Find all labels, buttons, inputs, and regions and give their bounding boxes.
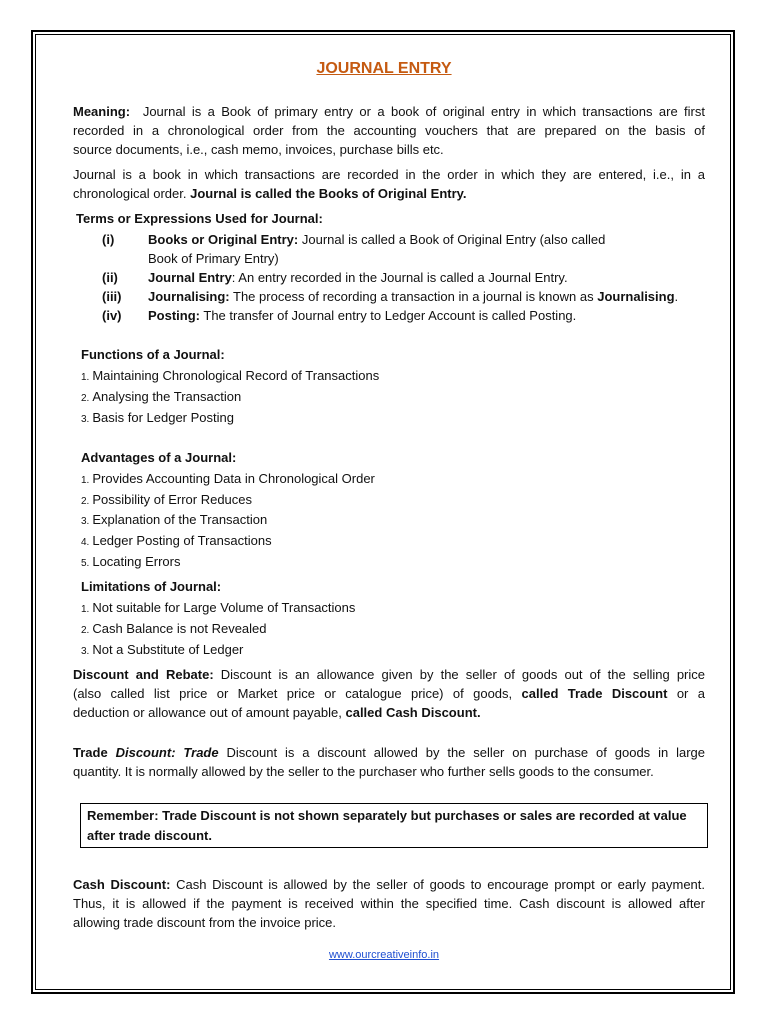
discount-line-3: deduction or allowance out of amount payable, called Cash Discount. (73, 705, 481, 720)
cash-line-2: Thus, it is allowed if the payment is received within the specified time. Cash discount is allowed after (73, 896, 705, 911)
definition-line-2: chronological order. Journal is called the Books of Original Entry. (73, 186, 467, 201)
advantages-heading: Advantages of a Journal: (81, 450, 237, 465)
meaning-label: Meaning: (73, 104, 131, 119)
remember-box (80, 803, 708, 848)
list-item: 1. Provides Accounting Data in Chronological Order (81, 471, 375, 486)
discount-line-2: (also called list price or Market price or catalogue price) of goods, called Trade Discount or a (73, 686, 705, 701)
list-item: 3. Explanation of the Transaction (81, 512, 268, 527)
cash-line-3: allowing trade discount from the invoice price. (73, 915, 337, 930)
list-item: 3. Basis for Ledger Posting (81, 410, 234, 425)
trade-line-1: Trade Discount: Trade Discount is a discount allowed by the seller on purchase of goods in large (73, 745, 705, 760)
list-item: 4. Ledger Posting of Transactions (81, 533, 272, 548)
footer-link[interactable]: www.ourcreativeinfo.in (328, 949, 440, 961)
discount-line-1: Discount and Rebate: Discount is an allowance given by the seller of goods out of the selling price (73, 667, 705, 682)
list-item: 2. Possibility of Error Reduces (81, 492, 253, 507)
cash-line-1: Cash Discount: Cash Discount is allowed by the seller of goods to encourage prompt or early payment. (73, 877, 705, 892)
limitations-heading: Limitations of Journal: (81, 579, 222, 594)
list-item: 1. Maintaining Chronological Record of Transactions (81, 368, 380, 383)
meaning-line-1: Meaning: Journal is a Book of primary entry or a book of original entry in which transactions are first (73, 104, 705, 119)
page-title: JOURNAL ENTRY (316, 60, 452, 77)
meaning-line-2: recorded in a chronological order from the accounting vouchers that are prepared on the basis of (73, 123, 705, 138)
list-item: 1. Not suitable for Large Volume of Transactions (81, 600, 356, 615)
remember-line-2: after trade discount. (87, 827, 212, 843)
trade-line-2: quantity. It is normally allowed by the seller to the purchaser who further sells goods to the consumer. (73, 764, 654, 779)
terms-heading: Terms or Expressions Used for Journal: (76, 211, 323, 226)
list-item: 3. Not a Substitute of Ledger (81, 642, 244, 657)
remember-line-1: Remember: Trade Discount is not shown separately but purchases or sales are recorded at value (87, 808, 687, 823)
list-item: 2. Cash Balance is not Revealed (81, 621, 267, 636)
functions-heading: Functions of a Journal: (81, 347, 225, 362)
definition-line-1: Journal is a book in which transactions are recorded in the order in which they are entered, i.e., in a (73, 167, 705, 182)
list-item: 5. Locating Errors (81, 554, 181, 569)
list-item: 2. Analysing the Transaction (81, 389, 242, 404)
meaning-line-3: source documents, i.e., cash memo, invoices, purchase bills etc. (73, 142, 444, 157)
